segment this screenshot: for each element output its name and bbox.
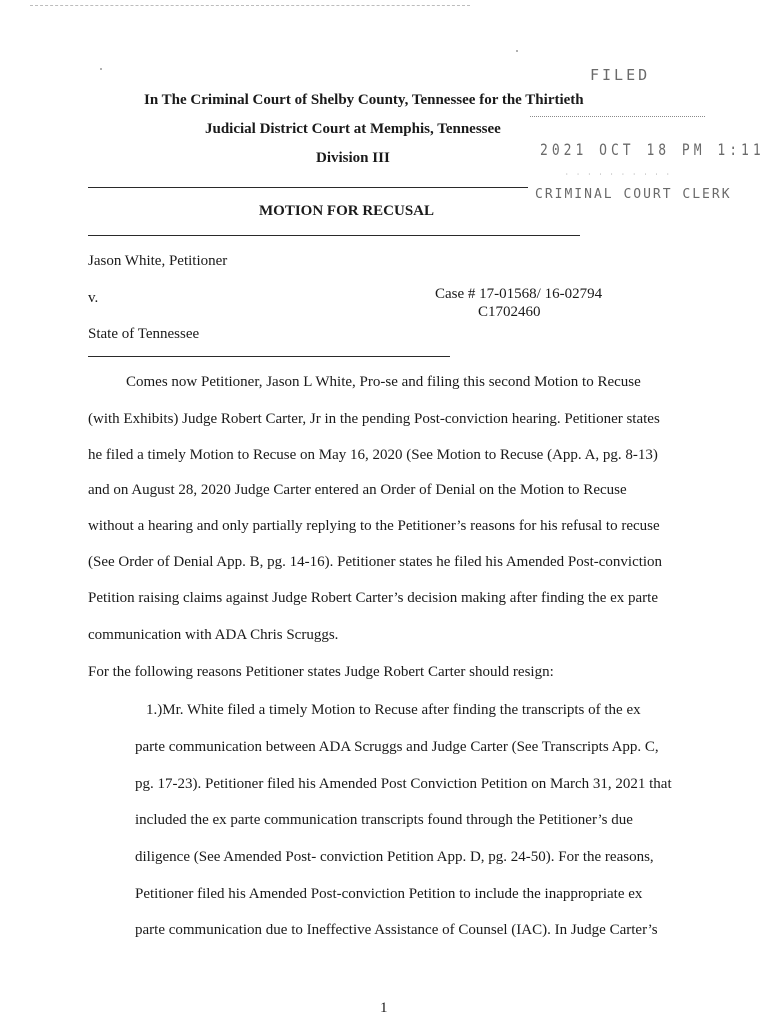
body-line: For the following reasons Petitioner states Judge Robert Carter should resign:: [88, 664, 554, 680]
body-line: (with Exhibits) Judge Robert Carter, Jr in the pending Post-conviction hearing. Petitioner states: [88, 411, 660, 427]
filed-stamp-date: 2021 OCT 18 PM 1:11: [540, 141, 765, 160]
numbered-item-line: 1.)Mr. White filed a timely Motion to Recuse after finding the transcripts of the ex: [146, 702, 641, 718]
scan-speck: [100, 68, 102, 70]
page-number: 1: [380, 1000, 388, 1016]
court-heading-line2: Judicial District Court at Memphis, Tennessee: [205, 121, 501, 137]
versus: v.: [88, 290, 99, 306]
court-heading-line3: Division III: [316, 150, 390, 166]
stamp-dotted-line: [530, 116, 705, 117]
body-line: Comes now Petitioner, Jason L White, Pro-se and filing this second Motion to Recuse: [126, 374, 641, 390]
document-title: MOTION FOR RECUSAL: [259, 203, 435, 219]
numbered-item-line: Petitioner filed his Amended Post-conviction Petition to include the inappropriate ex: [135, 886, 643, 902]
respondent-name: State of Tennessee: [88, 326, 200, 342]
body-line: (See Order of Denial App. B, pg. 14-16). Petitioner states he filed his Amended Post-conviction: [88, 554, 663, 570]
scan-edge-artifact: [30, 5, 470, 6]
numbered-item-line: included the ex parte communication transcripts found through the Petitioner’s due: [135, 812, 633, 828]
stamp-faint-text: · · · · · · · · · ·: [565, 171, 672, 178]
numbered-item-line: parte communication due to Ineffective Assistance of Counsel (IAC). In Judge Carter’s: [135, 922, 658, 938]
body-line: and on August 28, 2020 Judge Carter entered an Order of Denial on the Motion to Recuse: [88, 482, 627, 498]
parties-rule: [88, 356, 450, 357]
case-number: Case # 17-01568/ 16-02794: [435, 286, 603, 302]
body-line: communication with ADA Chris Scruggs.: [88, 627, 339, 643]
numbered-item-line: pg. 17-23). Petitioner filed his Amended Post Conviction Petition on March 31, 2021 that: [135, 776, 672, 792]
body-line: without a hearing and only partially replying to the Petitioner’s reasons for his refusal to recuse: [88, 518, 660, 534]
body-line: Petition raising claims against Judge Robert Carter’s decision making after finding the ex parte: [88, 590, 658, 606]
numbered-item-line: diligence (See Amended Post- conviction Petition App. D, pg. 24-50). For the reasons,: [135, 849, 654, 865]
court-heading-line1: In The Criminal Court of Shelby County, Tennessee for the Thirtieth: [144, 92, 584, 108]
filed-stamp-clerk: CRIMINAL COURT CLERK: [535, 187, 732, 202]
body-line: he filed a timely Motion to Recuse on May 16, 2020 (See Motion to Recuse (App. A, pg. 8-13): [88, 447, 658, 463]
petitioner-name: Jason White, Petitioner: [88, 253, 228, 269]
case-number-secondary: C1702460: [478, 304, 541, 320]
title-rule: [88, 235, 580, 236]
header-rule: [88, 187, 528, 188]
filed-stamp: FILED: [590, 66, 651, 84]
scan-speck: [516, 50, 518, 52]
numbered-item-line: parte communication between ADA Scruggs and Judge Carter (See Transcripts App. C,: [135, 739, 659, 755]
